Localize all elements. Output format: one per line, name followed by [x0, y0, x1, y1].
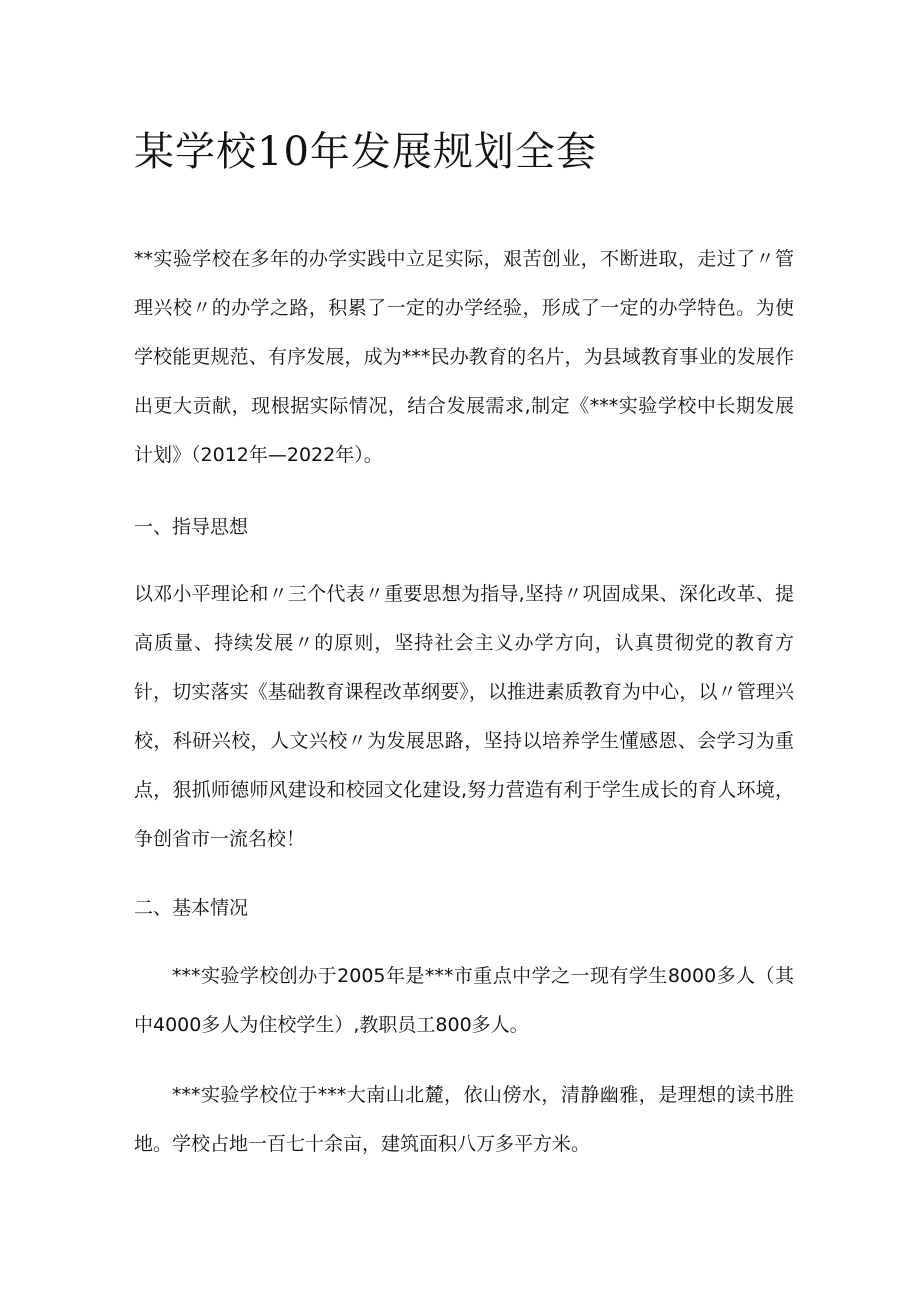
document-title: 某学校10年发展规划全套 — [134, 129, 597, 175]
basic-info-paragraph: ***实验学校位于***大南山北麓，依山傍水，清静幽雅，是理想的读书胜地。学校占地一百七十余亩，建筑面积八万多平方米。 — [134, 1084, 794, 1155]
guiding-ideology-paragraph: 以邓小平理论和〃三个代表〃重要思想为指导,坚持〃巩固成果、深化改革、提高质量、持续发展〃的原则，坚持社会主义办学方向，认真贯彻党的教育方针，切实落实《基础教育课程改革纲要》，以推进素质教育为中心，以〃管理兴校，科研兴校，人文兴校〃为发展思路，坚持以培养学生懂感恩、会学习为重点，狠抓师德师风建设和校园文化建设,努力营造有利于学生成长的育人环境，争创省市一流名校！ — [134, 583, 794, 850]
basic-info-paragraph: ***实验学校创办于2005年是***市重点中学之一现有学生8000多人（其中4000多人为住校学生）,教职员工800多人。 — [134, 965, 794, 1036]
section-heading-basic-info: 二、基本情况 — [134, 897, 249, 919]
intro-paragraph: **实验学校在多年的办学实践中立足实际，艰苦创业，不断进取，走过了〃管理兴校〃的办学之路，积累了一定的办学经验，形成了一定的办学特色。为使学校能更规范、有序发展，成为***民办教育的名片，为县域教育事业的发展作出更大贡献，现根据实际情况，结合发展需求,制定《***实验学校中长期发展计划》（2012年—2022年）。 — [134, 248, 794, 466]
section-heading-guiding-ideology: 一、指导思想 — [134, 516, 249, 538]
